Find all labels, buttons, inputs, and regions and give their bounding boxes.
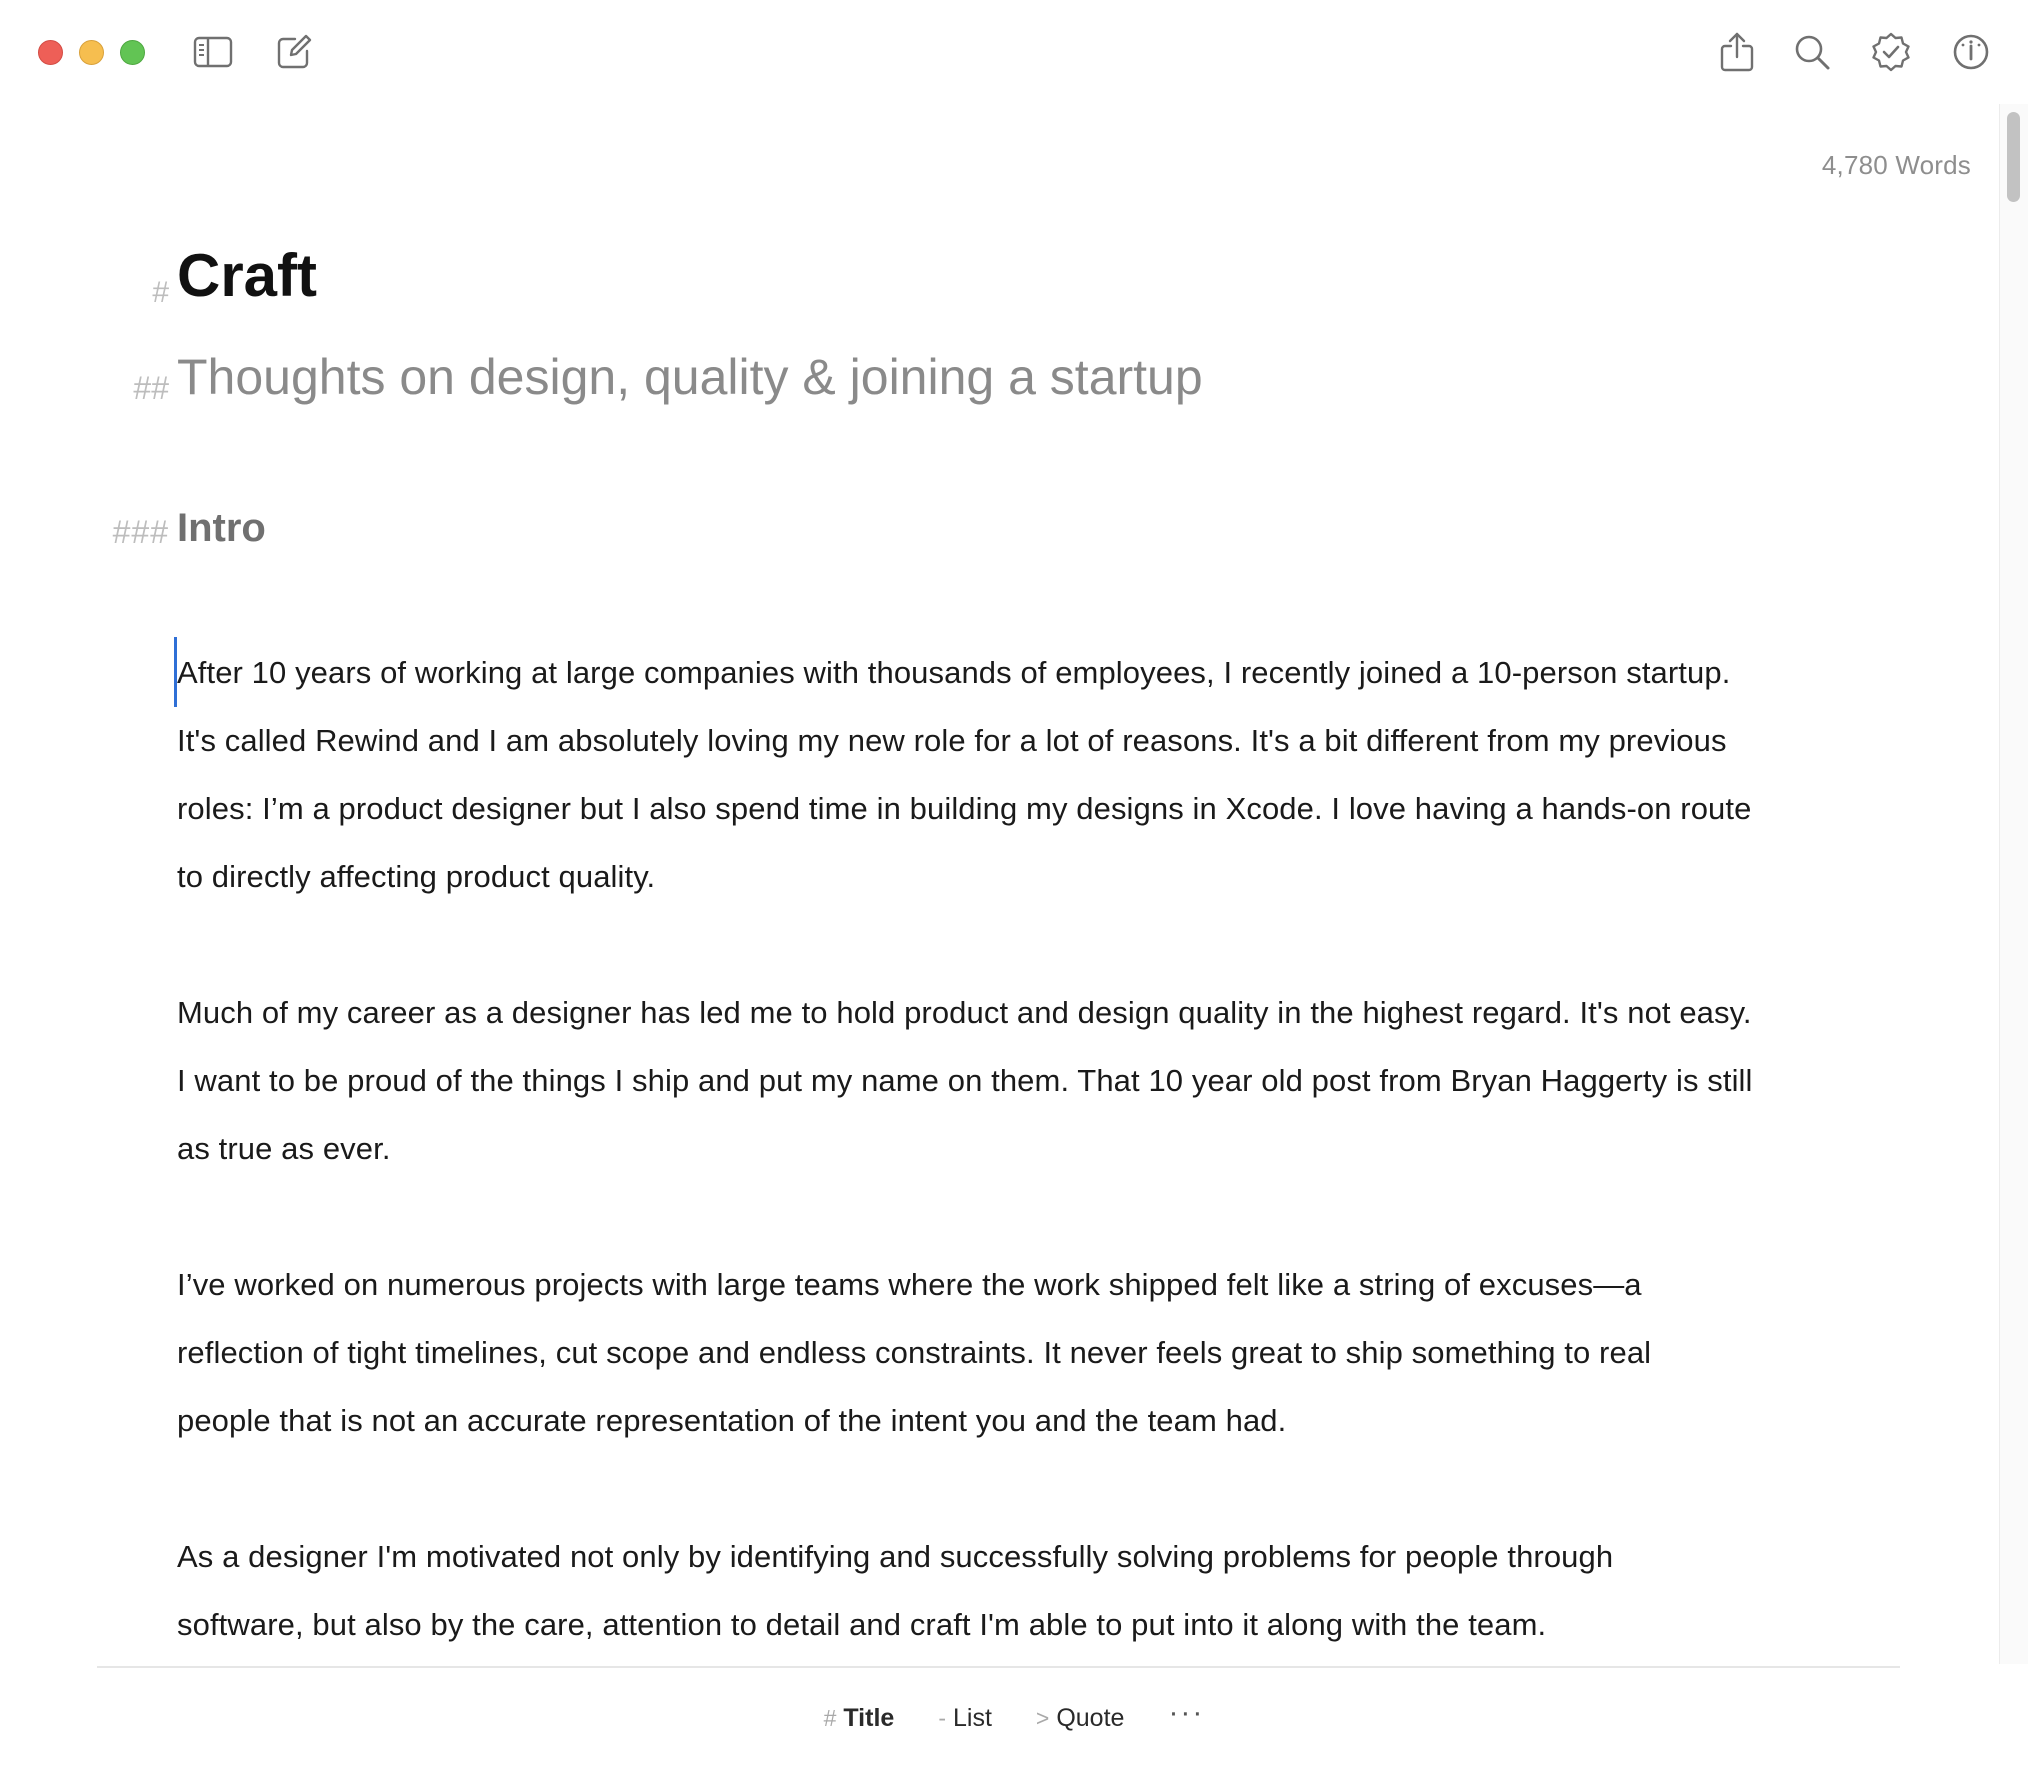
format-quote-label: Quote bbox=[1056, 1704, 1125, 1732]
format-bar-divider bbox=[97, 1666, 1900, 1668]
compose-icon bbox=[275, 33, 313, 71]
document-title[interactable] bbox=[152, 242, 318, 309]
more-options-button[interactable]: ··· bbox=[1168, 1695, 1205, 1729]
paragraph-line: After 10 years of working at large companies with thousands of employees, I recently joined a 10-person startup. bbox=[177, 655, 1731, 690]
chevron-right-icon: > bbox=[1035, 1705, 1050, 1731]
format-title-label: Title bbox=[843, 1704, 895, 1732]
format-list-label: List bbox=[952, 1704, 992, 1732]
format-bar bbox=[0, 1695, 2028, 1737]
paragraph-line: to directly affecting product quality. bbox=[177, 859, 656, 894]
verified-badge-icon bbox=[1870, 31, 1912, 73]
info-button[interactable] bbox=[1947, 28, 1995, 76]
format-list-button[interactable] bbox=[916, 1700, 1014, 1737]
document-subtitle[interactable] bbox=[133, 349, 1203, 406]
format-title-button[interactable] bbox=[802, 1700, 917, 1737]
minimize-window-button[interactable] bbox=[79, 40, 104, 65]
h1-marker: # bbox=[152, 276, 169, 309]
verify-button[interactable] bbox=[1867, 28, 1915, 76]
hash-icon: # bbox=[823, 1705, 837, 1731]
paragraph-line: reflection of tight timelines, cut scope and endless constraints. It never feels great to ship something to real bbox=[177, 1335, 1652, 1370]
paragraph-line: people that is not an accurate representation of the intent you and the team had. bbox=[177, 1403, 1287, 1438]
paragraph[interactable] bbox=[177, 639, 1837, 911]
dash-icon: - bbox=[938, 1705, 946, 1731]
word-count[interactable]: 4,780 Words bbox=[1821, 150, 1971, 180]
paragraph-line: As a designer I'm motivated not only by identifying and successfully solving problems for people through bbox=[177, 1539, 1614, 1574]
title-text: Craft bbox=[177, 242, 318, 309]
paragraph-line: I’ve worked on numerous projects with large teams where the work shipped felt like a string of excuses—a bbox=[177, 1267, 1642, 1302]
vertical-scrollbar[interactable] bbox=[1999, 104, 2028, 1664]
paragraph-line: I want to be proud of the things I ship and put my name on them. That 10 year old post from Bryan Haggerty is still bbox=[177, 1063, 1753, 1098]
close-window-button[interactable] bbox=[38, 40, 63, 65]
paragraph[interactable] bbox=[177, 1251, 1837, 1455]
format-quote-button[interactable] bbox=[1014, 1700, 1147, 1737]
section-heading[interactable] bbox=[112, 506, 266, 550]
search-button[interactable] bbox=[1788, 28, 1836, 76]
paragraph[interactable] bbox=[177, 1523, 1837, 1659]
subtitle-text: Thoughts on design, quality & joining a startup bbox=[177, 349, 1203, 405]
paragraph-line: roles: I’m a product designer but I also spend time in building my designs in Xcode. I love having a hands-on route bbox=[177, 791, 1752, 826]
share-icon bbox=[1719, 31, 1755, 73]
window-controls bbox=[38, 40, 145, 65]
search-icon bbox=[1793, 33, 1831, 71]
scrollbar-thumb[interactable] bbox=[2007, 112, 2020, 202]
new-note-button[interactable] bbox=[270, 28, 318, 76]
paragraph[interactable] bbox=[177, 979, 1837, 1183]
paragraph-line: Much of my career as a designer has led me to hold product and design quality in the highest regard. It's not easy. bbox=[177, 995, 1752, 1030]
maximize-window-button[interactable] bbox=[120, 40, 145, 65]
h2-marker: ## bbox=[133, 370, 169, 406]
h3-marker: ### bbox=[112, 514, 169, 550]
paragraph-line: It's called Rewind and I am absolutely loving my new role for a lot of reasons. It's a bit different from my previous bbox=[177, 723, 1727, 758]
toggle-sidebar-button[interactable] bbox=[189, 28, 237, 76]
share-button[interactable] bbox=[1713, 28, 1761, 76]
section-heading-text: Intro bbox=[177, 506, 266, 550]
sidebar-icon bbox=[193, 36, 233, 68]
info-gauge-icon bbox=[1951, 32, 1991, 72]
paragraph-line: as true as ever. bbox=[177, 1131, 391, 1166]
paragraph-line: software, but also by the care, attention to detail and craft I'm able to put into it along with the team. bbox=[177, 1607, 1547, 1642]
